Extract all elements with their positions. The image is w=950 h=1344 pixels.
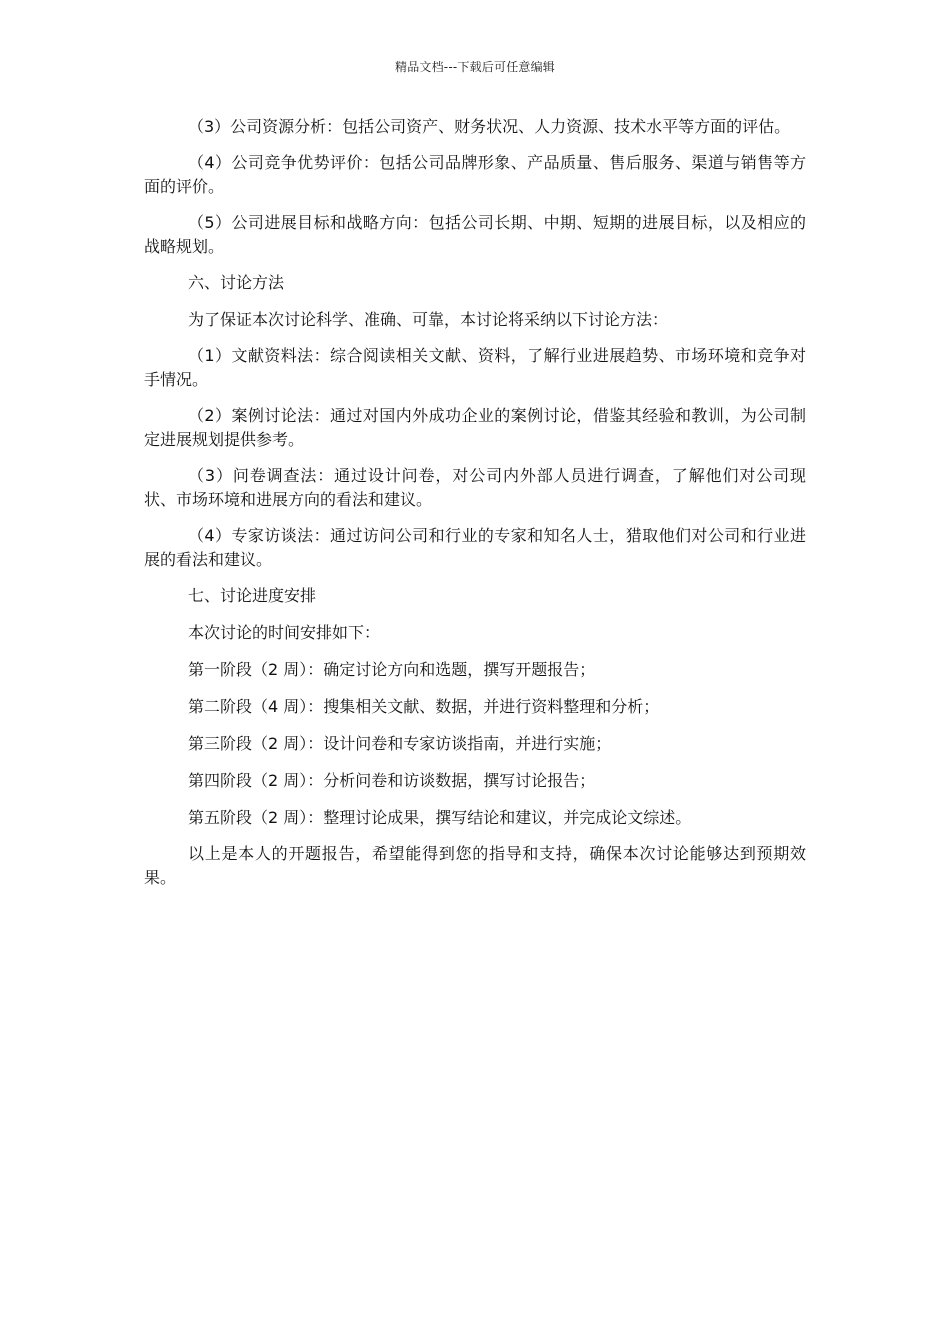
paragraph-resource-analysis: （3）公司资源分析：包括公司资产、财务状况、人力资源、技术水平等方面的评估。 bbox=[188, 117, 791, 136]
schedule-stage-1: 第一阶段（2 周）：确定讨论方向和选题，撰写开题报告； bbox=[188, 660, 596, 679]
paragraph-methods-intro: 为了保证本次讨论科学、准确、可靠，本讨论将采纳以下讨论方法： bbox=[188, 310, 669, 329]
paragraph-method-literature: （1）文献资料法：综合阅读相关文献、资料，了解行业进展趋势、市场环境和竞争对手情况。 bbox=[144, 346, 806, 389]
paragraph-competitive-advantage: （4）公司竞争优势评价：包括公司品牌形象、产品质量、售后服务、渠道与销售等方面的评价。 bbox=[144, 153, 806, 196]
document-body bbox=[144, 115, 806, 902]
schedule-stage-5: 第五阶段（2 周）：整理讨论成果，撰写结论和建议，并完成论文综述。 bbox=[188, 808, 692, 827]
paragraph-method-questionnaire: （3）问卷调查法：通过设计问卷，对公司内外部人员进行调查，了解他们对公司现状、市场环境和进展方向的看法和建议。 bbox=[144, 466, 806, 509]
section-heading-schedule: 七、讨论进度安排 bbox=[188, 586, 317, 605]
paragraph-development-goals: （5）公司进展目标和战略方向：包括公司长期、中期、短期的进展目标，以及相应的战略规划。 bbox=[144, 213, 806, 256]
schedule-stage-3: 第三阶段（2 周）：设计问卷和专家访谈指南，并进行实施； bbox=[188, 734, 612, 753]
schedule-stage-4: 第四阶段（2 周）：分析问卷和访谈数据，撰写讨论报告； bbox=[188, 771, 596, 790]
paragraph-method-expert-interview: （4）专家访谈法：通过访问公司和行业的专家和知名人士，猎取他们对公司和行业进展的看法和建议。 bbox=[144, 526, 806, 569]
paragraph-schedule-intro: 本次讨论的时间安排如下： bbox=[188, 623, 381, 642]
schedule-stage-2: 第二阶段（4 周）：搜集相关文献、数据，并进行资料整理和分析； bbox=[188, 697, 660, 716]
section-heading-methods: 六、讨论方法 bbox=[188, 273, 285, 292]
paragraph-method-case-study: （2）案例讨论法：通过对国内外成功企业的案例讨论，借鉴其经验和教训，为公司制定进展规划提供参考。 bbox=[144, 406, 806, 449]
page-header: 精品文档---下载后可任意编辑 bbox=[395, 60, 555, 74]
paragraph-closing: 以上是本人的开题报告，希望能得到您的指导和支持，确保本次讨论能够达到预期效果。 bbox=[144, 844, 806, 887]
